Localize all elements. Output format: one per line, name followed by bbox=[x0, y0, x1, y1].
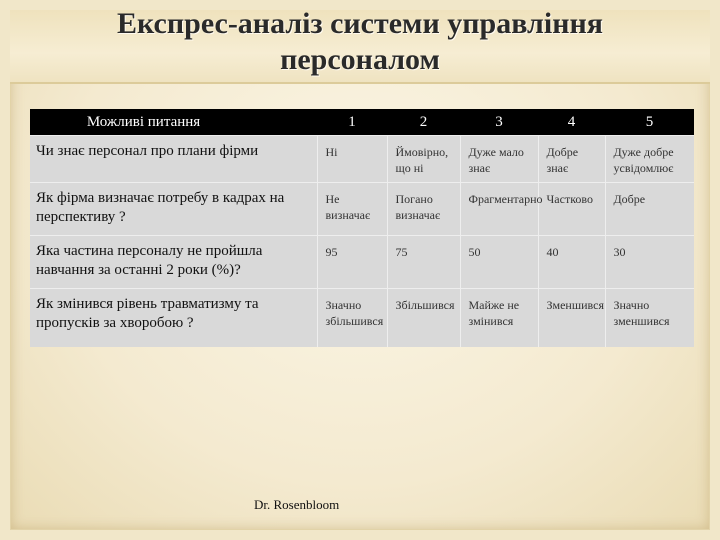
option-cell: 95 bbox=[317, 236, 387, 289]
question-cell: Чи знає персонал про плани фірми bbox=[30, 136, 317, 183]
question-cell: Яка частина персоналу не пройшла навчання за останні 2 роки (%)? bbox=[30, 236, 317, 289]
table-header-row bbox=[30, 109, 694, 136]
option-cell: Ні bbox=[317, 136, 387, 183]
option-cell: Частково bbox=[538, 183, 605, 236]
option-cell: Погано визначає bbox=[387, 183, 460, 236]
header-col-2: 2 bbox=[387, 109, 460, 136]
option-cell: Дуже мало знає bbox=[460, 136, 538, 183]
option-cell: Зменшився bbox=[538, 289, 605, 347]
footer-credit: Dr. Rosenbloom bbox=[254, 497, 340, 512]
title-line-2: персоналом bbox=[280, 43, 440, 76]
slide-title bbox=[0, 6, 720, 78]
option-cell: Фрагментарно bbox=[460, 183, 538, 236]
option-cell: 75 bbox=[387, 236, 460, 289]
header-questions: Можливі питання bbox=[30, 109, 317, 136]
question-cell: Як змінився рівень травматизму та пропусків за хворобою ? bbox=[30, 289, 317, 347]
option-cell: Добре bbox=[605, 183, 694, 236]
header-col-4: 4 bbox=[538, 109, 605, 136]
table-row bbox=[30, 183, 694, 236]
header-col-5: 5 bbox=[605, 109, 694, 136]
table-row bbox=[30, 236, 694, 289]
option-cell: Не визначає bbox=[317, 183, 387, 236]
header-col-3: 3 bbox=[460, 109, 538, 136]
table-row bbox=[30, 289, 694, 347]
analysis-table bbox=[30, 109, 694, 347]
option-cell: Значно збільшився bbox=[317, 289, 387, 347]
option-cell: 40 bbox=[538, 236, 605, 289]
title-line-1: Експрес-аналіз системи управління bbox=[116, 7, 604, 40]
option-cell: 30 bbox=[605, 236, 694, 289]
option-cell: 50 bbox=[460, 236, 538, 289]
option-cell: Добре знає bbox=[538, 136, 605, 183]
option-cell: Значно зменшився bbox=[605, 289, 694, 347]
option-cell: Дуже добре усвідомлює bbox=[605, 136, 694, 183]
option-cell: Майже не змінився bbox=[460, 289, 538, 347]
option-cell: Збільшився bbox=[387, 289, 460, 347]
option-cell: Ймовірно, що ні bbox=[387, 136, 460, 183]
question-cell: Як фірма визначає потребу в кадрах на перспективу ? bbox=[30, 183, 317, 236]
header-col-1: 1 bbox=[317, 109, 387, 136]
table-row bbox=[30, 136, 694, 183]
